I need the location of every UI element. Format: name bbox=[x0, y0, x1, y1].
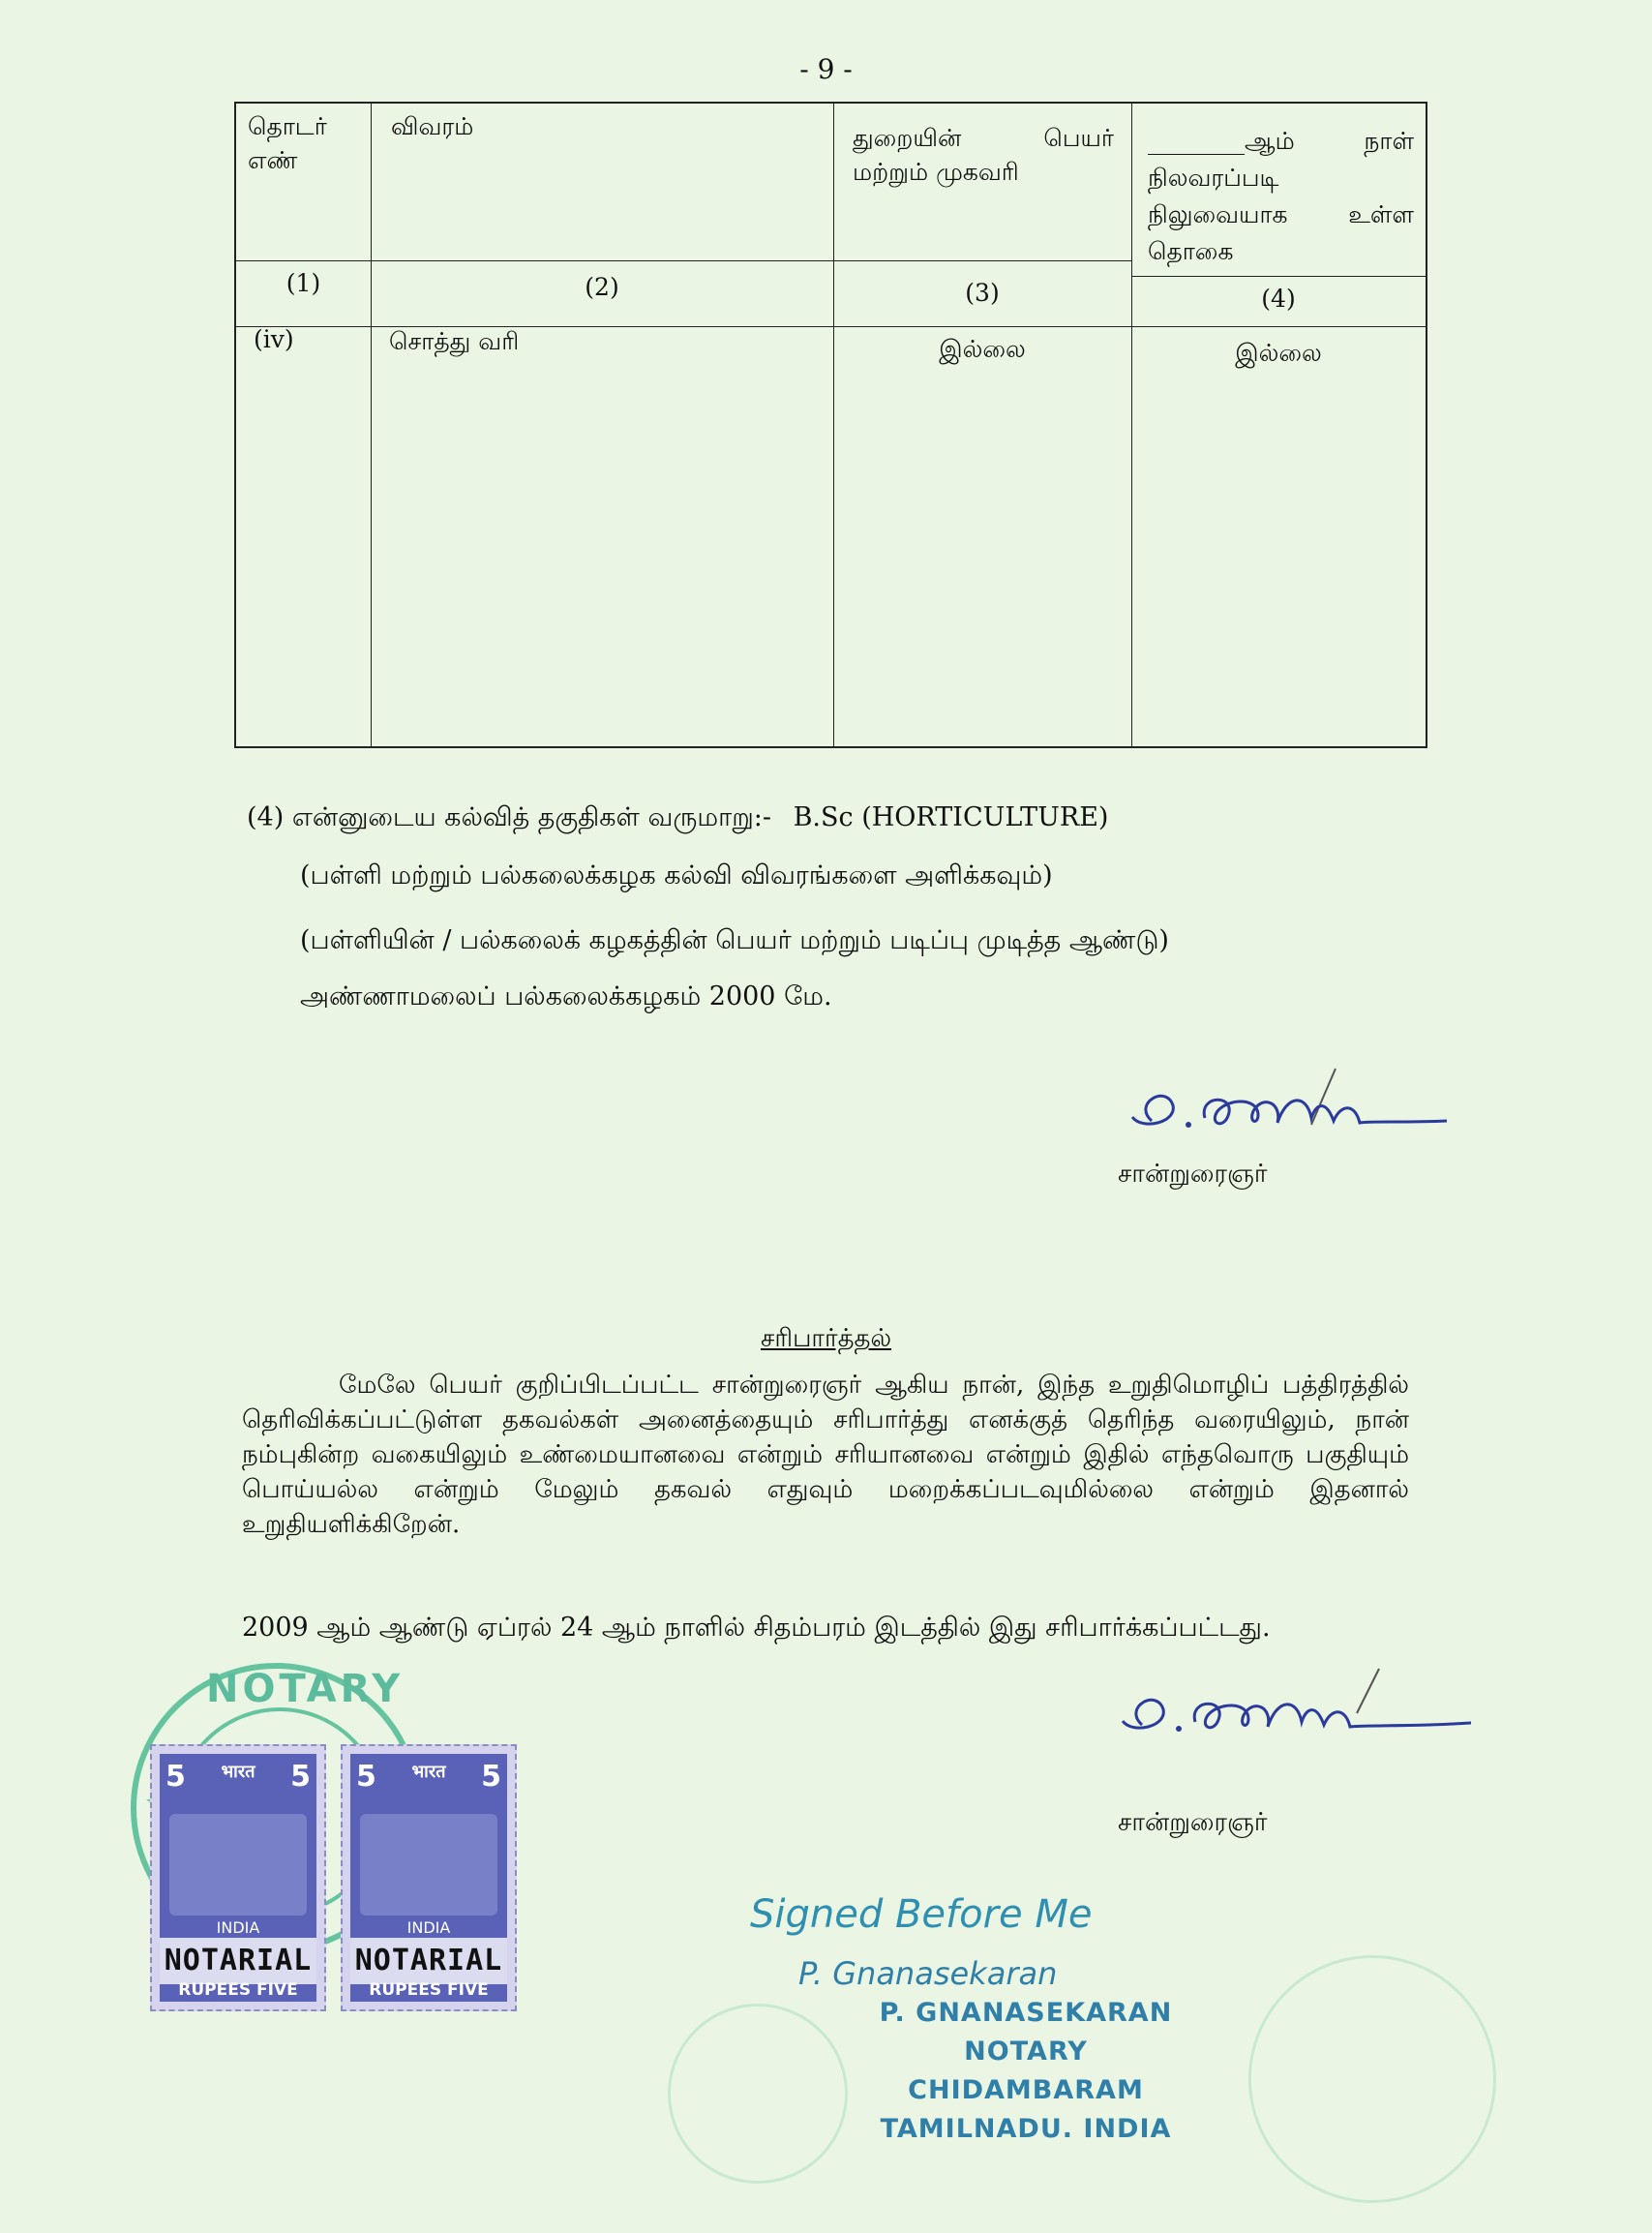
liabilities-table bbox=[234, 102, 1427, 748]
table-divider bbox=[1131, 276, 1426, 277]
stamp-country: INDIA bbox=[406, 1918, 451, 1937]
notary-city: CHIDAMBARAM bbox=[908, 2075, 1144, 2105]
colnum-3: (3) bbox=[965, 279, 1000, 307]
stamp-denomination-right: 5 bbox=[481, 1760, 501, 1794]
page-number: - 9 - bbox=[799, 53, 853, 85]
deponent-signature bbox=[1113, 1065, 1461, 1152]
education-label: (4) என்னுடைய கல்வித் தகுதிகள் வருமாறு:- bbox=[247, 802, 771, 832]
stamp-script: भारत bbox=[411, 1762, 446, 1782]
stamp-type: NOTARIAL bbox=[350, 1938, 507, 1984]
colnum-4: (4) bbox=[1261, 285, 1296, 313]
education-line-2: (பள்ளி மற்றும் பல்கலைக்கழக கல்வி விவரங்களை அளிக்கவும்) bbox=[300, 860, 1053, 890]
stamp-value-text: RUPEES FIVE bbox=[369, 1980, 489, 2000]
faint-seal bbox=[668, 2004, 848, 2184]
row-serial: (iv) bbox=[254, 325, 294, 353]
deponent-signature-2 bbox=[1103, 1665, 1481, 1757]
verification-text: மேலே பெயர் குறிப்பிடப்பட்ட சான்றுரைஞர் ஆகிய நான், இந்த உறுதிமொழிப் பத்திரத்தில் தெரிவிக்கப்பட்டுள்ள தகவல்கள் அனைத்தையும் சரிபார்த்து எனக்குத் தெரிந்த வரையிலும், நான் நம்புகின்ற வகையிலும் உண்மையானவை என்றும் சரியானவை என்றும் இதில் எந்தவொரு பகுதியும் பொய்யல்ல என்றும் மேலும் தகவல் எதுவும் மறைக்கப்படவுமில்லை என்றும் இதனால் உறுதியளிக்கிறேன். bbox=[242, 1371, 1409, 1539]
colnum-1: (1) bbox=[285, 269, 321, 297]
stamp-notary-text: NOTARY bbox=[206, 1667, 405, 1711]
emblem-icon bbox=[360, 1814, 497, 1916]
stamp-value-text: RUPEES FIVE bbox=[178, 1980, 298, 2000]
revenue-stamp-2 bbox=[341, 1744, 517, 2011]
emblem-icon bbox=[169, 1814, 307, 1916]
stamp-type: NOTARIAL bbox=[160, 1938, 316, 1984]
stamp-script: भारत bbox=[221, 1762, 255, 1782]
stamp-denomination-left: 5 bbox=[356, 1760, 376, 1794]
notary-seal-block bbox=[852, 1994, 1200, 2149]
notary-signature: P. Gnanasekaran bbox=[798, 1955, 1058, 1992]
signed-before-me: Signed Before Me bbox=[750, 1892, 1093, 1937]
stamp-country: INDIA bbox=[216, 1918, 260, 1937]
row-amount: இல்லை bbox=[1235, 339, 1322, 367]
row-description: சொத்து வரி bbox=[389, 327, 520, 355]
stamp-header bbox=[356, 1760, 501, 1808]
table-divider bbox=[833, 104, 834, 746]
header-department: துறையின் பெயர் மற்றும் முகவரி bbox=[853, 124, 1114, 186]
stamp-body bbox=[350, 1754, 507, 2002]
verification-date-line: 2009 ஆம் ஆண்டு ஏப்ரல் 24 ஆம் நாளில் சிதம்பரம் இடத்தில் இது சரிபார்க்கப்பட்டது. bbox=[242, 1613, 1271, 1643]
revenue-stamp-1 bbox=[150, 1744, 326, 2011]
education-degree: B.Sc (HORTICULTURE) bbox=[793, 802, 1109, 832]
header-description: விவரம் bbox=[391, 112, 474, 140]
stamp-header bbox=[165, 1760, 311, 1808]
header-serial: தொடர் எண் bbox=[248, 112, 327, 174]
verification-body bbox=[242, 1368, 1409, 1542]
education-line-4: அண்ணாமலைப் பல்கலைக்கழகம் 2000 மே. bbox=[300, 981, 832, 1011]
deponent-label-1: சான்றுரைஞர் bbox=[1118, 1160, 1268, 1189]
faint-seal bbox=[1248, 1955, 1496, 2203]
table-divider bbox=[1131, 104, 1132, 746]
stamp-denomination-right: 5 bbox=[290, 1760, 311, 1794]
education-line-3: (பள்ளியின் / பல்கலைக் கழகத்தின் பெயர் மற்றும் படிப்பு முடித்த ஆண்டு) bbox=[300, 925, 1169, 955]
stamp-body bbox=[160, 1754, 316, 2002]
education-line-1 bbox=[247, 801, 1108, 834]
header-amount: ________ஆம் நாள் நிலவரப்படி நிலுவையாக உள்ள தொகை bbox=[1148, 127, 1414, 265]
notary-region: TAMILNADU. INDIA bbox=[880, 2114, 1172, 2144]
colnum-2: (2) bbox=[585, 273, 619, 301]
table-divider bbox=[371, 104, 372, 746]
deponent-label-2: சான்றுரைஞர் bbox=[1118, 1808, 1268, 1837]
notary-name: P. GNANASEKARAN bbox=[879, 1998, 1173, 2028]
row-department: இல்லை bbox=[939, 335, 1026, 363]
table-divider bbox=[236, 260, 1131, 261]
verification-title: சரிபார்த்தல் bbox=[760, 1324, 892, 1353]
notary-title: NOTARY bbox=[964, 2037, 1088, 2067]
stamp-denomination-left: 5 bbox=[165, 1760, 186, 1794]
